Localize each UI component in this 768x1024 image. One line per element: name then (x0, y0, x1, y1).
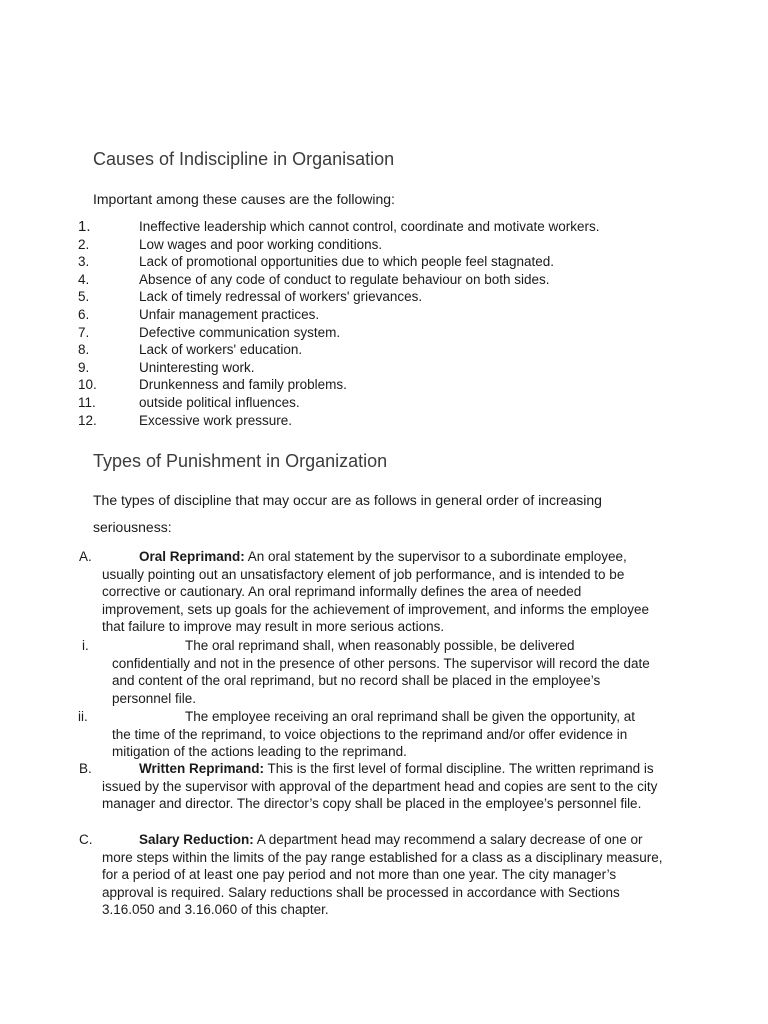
item-marker: C. (79, 832, 93, 847)
list-number: 10. (78, 377, 97, 393)
list-number: 11. (78, 394, 96, 410)
list-item (78, 306, 718, 324)
list-number: 4. (78, 271, 90, 287)
list-text: Uninteresting work. (139, 359, 255, 375)
item-marker: A. (79, 549, 92, 564)
item-marker: ii. (78, 709, 88, 724)
item-body (102, 831, 664, 919)
item-text: An oral statement by the supervisor to a subordinate employee, usually pointing out an unsatisfactory element of job performance, and is intended to be corrective or cautionary. An oral reprimand informally defines the area of needed improvement, sets up goals for the achievement of improvement, and informs the employee that failure to improve may result in more serious actions. (102, 549, 650, 635)
item-body (112, 708, 652, 761)
punishment-subitem-i (82, 637, 652, 707)
item-marker: i. (82, 638, 89, 653)
list-text: Defective communication system. (139, 324, 341, 340)
item-title: Written Reprimand: (139, 761, 265, 776)
causes-heading: Causes of Indiscipline in Organisation (93, 149, 395, 169)
list-item (78, 218, 718, 236)
list-item (78, 412, 718, 430)
list-number: 3. (78, 254, 90, 270)
list-number: 1. (78, 218, 91, 235)
item-body (102, 760, 668, 813)
list-text: Excessive work pressure. (139, 412, 293, 428)
list-item (78, 394, 718, 412)
list-number: 6. (78, 306, 90, 322)
punishment-intro-line1: The types of discipline that may occur are as follows in general order of increasing (93, 492, 602, 508)
list-item (78, 271, 718, 289)
item-text: A department head may recommend a salary decrease of one or more steps within the limits of the pay range established for a class as a disciplinary measure, for a period of at least one pay period and not more than one year. The city manager’s approval is required. Salary reductions shall be processed in accordance with Sections 3.16.050 and 3.16.060 of this chapter. (102, 832, 663, 918)
punishment-subitem-ii (78, 708, 652, 761)
item-body (112, 637, 652, 707)
item-text: This is the first level of formal discipline. The written reprimand is issued by the supervisor with approval of the department head and copies are sent to the city manager and director. The director’s copy shall be placed in the employee’s personnel file. (102, 761, 658, 812)
list-text: Drunkenness and family problems. (139, 377, 347, 393)
item-marker: B. (79, 761, 92, 776)
list-item (78, 341, 718, 359)
punishment-heading: Types of Punishment in Organization (93, 451, 388, 471)
list-item (78, 359, 718, 377)
item-title: Oral Reprimand: (139, 549, 245, 564)
list-number: 8. (78, 342, 90, 358)
list-text: Lack of workers' education. (139, 342, 303, 358)
list-text: Low wages and poor working conditions. (139, 236, 383, 252)
item-text: The employee receiving an oral reprimand shall be given the opportunity, at the time of the reprimand, to voice objections to the reprimand and/or offer evidence in mitigation of the actions leading to the reprimand. (112, 709, 636, 760)
item-body (102, 548, 662, 636)
list-item (78, 376, 718, 394)
item-text: The oral reprimand shall, when reasonably possible, be delivered confidentially and not in the presence of other persons. The supervisor will record the date and content of the oral reprimand, but no record shall be placed in the employee’s personnel file. (112, 638, 650, 706)
list-text: Ineffective leadership which cannot control, coordinate and motivate workers. (139, 219, 600, 234)
list-text: Absence of any code of conduct to regulate behaviour on both sides. (139, 271, 550, 287)
list-number: 12. (78, 412, 97, 428)
punishment-intro-line2: seriousness: (93, 519, 172, 535)
list-number: 9. (78, 359, 90, 375)
list-text: outside political influences. (139, 394, 300, 410)
list-item (78, 324, 718, 342)
punishment-item-salary-reduction (79, 831, 664, 919)
list-number: 2. (78, 236, 90, 252)
item-title: Salary Reduction: (139, 832, 254, 847)
list-item (78, 236, 718, 254)
list-number: 5. (78, 289, 90, 305)
list-item (78, 253, 718, 271)
causes-intro: Important among these causes are the following: (93, 191, 395, 207)
list-item (78, 288, 718, 306)
causes-list (78, 218, 718, 429)
punishment-item-oral-reprimand (79, 548, 662, 636)
list-text: Unfair management practices. (139, 306, 320, 322)
list-number: 7. (78, 324, 90, 340)
list-text: Lack of promotional opportunities due to which people feel stagnated. (139, 254, 555, 270)
punishment-item-written-reprimand (79, 760, 668, 813)
list-text: Lack of timely redressal of workers' grievances. (139, 289, 423, 305)
